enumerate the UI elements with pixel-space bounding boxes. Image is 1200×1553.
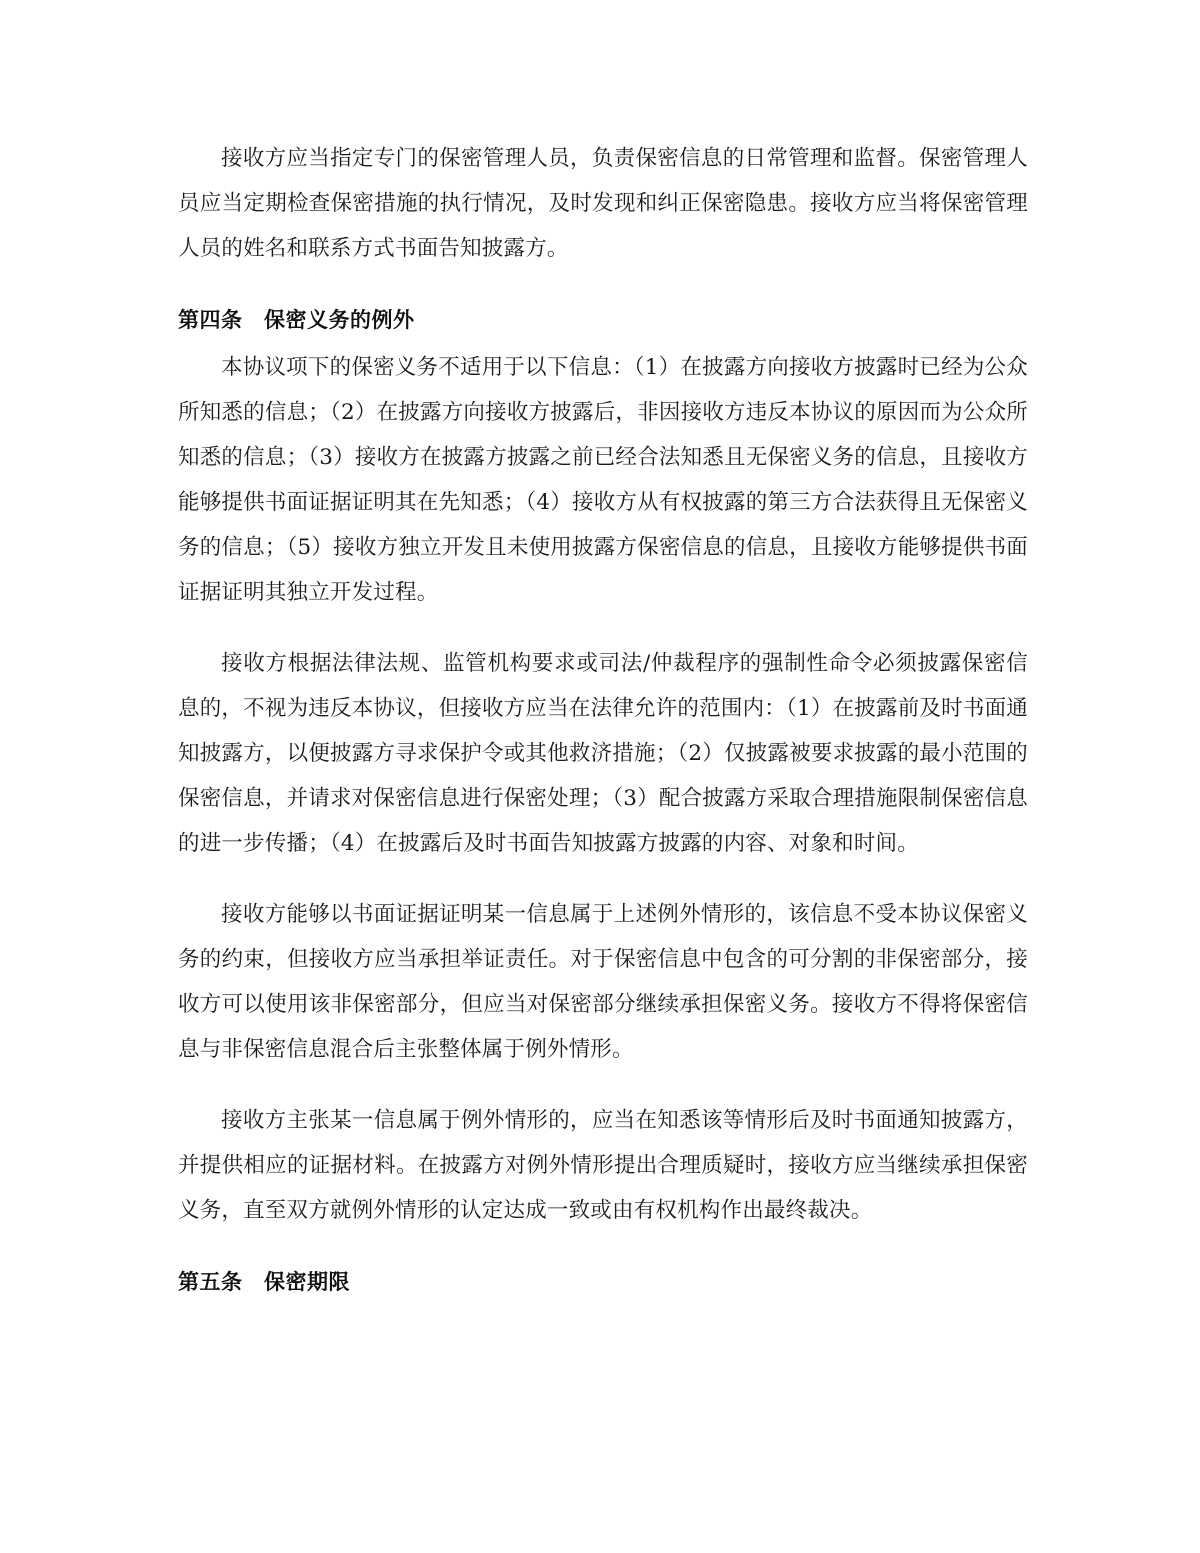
paragraph-burden-of-proof: 接收方能够以书面证据证明某一信息属于上述例外情形的，该信息不受本协议保密义务的约束，但接收方应当承担举证责任。对于保密信息中包含的可分割的非保密部分，接收方可以使用该非保密部分，但应当对保密部分继续承担保密义务。接收方不得将保密信息与非保密信息混合后主张整体属于例外情形。 [178,902,1028,1062]
paragraph-exceptions-list: 本协议项下的保密义务不适用于以下信息：（1）在披露方向接收方披露时已经为公众所知悉的信息；（2）在披露方向接收方披露后，非因接收方违反本协议的原因而为公众所知悉的信息；（3）接收方在披露方披露之前已经合法知悉且无保密义务的信息，且接收方能够提供书面证据证明其在先知悉；（4）接收方从有权披露的第三方合法获得且无保密义务的信息；（5）接收方独立开发且未使用披露方保密信息的信息，且接收方能够提供书面证据证明其独立开发过程。 [178,355,1028,605]
paragraph-compelled-disclosure: 接收方根据法律法规、监管机构要求或司法/仲裁程序的强制性命令必须披露保密信息的，不视为违反本协议，但接收方应当在法律允许的范围内：（1）在披露前及时书面通知披露方，以便披露方寻求保护令或其他救济措施；（2）仅披露被要求披露的最小范围的保密信息，并请求对保密信息进行保密处理；（3）配合披露方采取合理措施限制保密信息的进一步传播；（4）在披露后及时书面告知披露方披露的内容、对象和时间。 [178,651,1028,856]
article-5-heading: 第五条 保密期限 [178,1270,350,1294]
paragraph-confidentiality-manager: 接收方应当指定专门的保密管理人员，负责保密信息的日常管理和监督。保密管理人员应当定期检查保密措施的执行情况，及时发现和纠正保密隐患。接收方应当将保密管理人员的姓名和联系方式书面告知披露方。 [178,146,1028,261]
document-body [178,136,1028,1307]
paragraph-exception-notice: 接收方主张某一信息属于例外情形的，应当在知悉该等情形后及时书面通知披露方，并提供相应的证据材料。在披露方对例外情形提出合理质疑时，接收方应当继续承担保密义务，直至双方就例外情形的认定达成一致或由有权机构作出最终裁决。 [178,1108,1028,1223]
article-4-heading: 第四条 保密义务的例外 [178,308,415,332]
